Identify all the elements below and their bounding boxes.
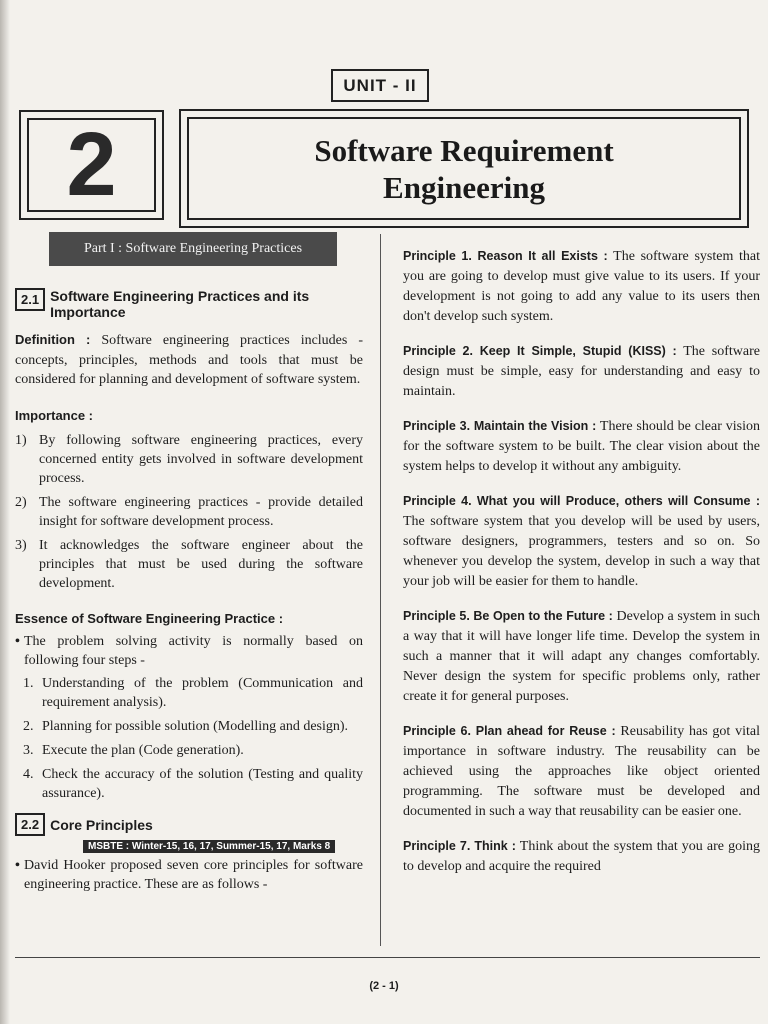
footer-rule — [15, 957, 760, 958]
section-number: 2.1 — [15, 288, 45, 311]
section-heading-2-1 — [15, 288, 363, 320]
list-item: 3) It acknowledges the software engineer about the principles that must be used during the software development. — [15, 537, 363, 591]
essence-steps — [23, 674, 363, 803]
section-title: Core Principles — [50, 816, 153, 833]
principle-paragraph: Principle 3. Maintain the Vision : There should be clear vision for the software system to be built. The clear vision about the system helps to develop it without any ambiguity. — [403, 419, 760, 474]
principle-paragraph: Principle 6. Plan ahead for Reuse : Reusability has got vital importance in software industry. The reusability can be achieved using the approaches like object oriented programming. The software must be developed and documented in such a way that reusability can be easier one. — [403, 724, 760, 819]
essence-heading: Essence of Software Engineering Practice : — [15, 610, 284, 626]
list-item: 1. Understanding of the problem (Communication and requirement analysis). — [23, 675, 363, 710]
importance-list — [15, 431, 363, 593]
definition-paragraph — [15, 330, 363, 390]
column-divider — [380, 234, 381, 946]
definition-label: Definition : — [15, 332, 91, 347]
left-column — [15, 232, 363, 894]
bullet-dot-icon: • — [15, 633, 20, 649]
principle-paragraph: Principle 5. Be Open to the Future : Develop a system in such a way that it will have longer life time. Develop the system in such a manner that it will adapt any changes comfortably. Never design the system for specific problems only, rather create it for general purposes. — [403, 609, 760, 704]
list-item: 3. Execute the plan (Code generation). — [23, 742, 244, 758]
list-item: 4. Check the accuracy of the solution (Testing and quality assurance). — [23, 766, 363, 801]
chapter-title-line-1: Software Requirement — [314, 132, 614, 168]
principle-paragraph: Principle 4. What you will Produce, others will Consume : The software system that you develop will be used by users, software designers, programmers, testers and so on. So whenever you develop the system, develop in such a way that your job will be easier for them to handle. — [403, 494, 760, 589]
principle-paragraph: Principle 7. Think : Think about the system that you are going to develop and acquire the required — [403, 839, 760, 874]
page-edge-shadow — [0, 0, 10, 1024]
right-column — [403, 232, 760, 887]
chapter-title-line-2: Engineering — [383, 169, 545, 205]
chapter-number: 2 — [66, 115, 117, 215]
core-principles-bullet: • David Hooker proposed seven core principles for software engineering practice. These are as follows - — [15, 857, 363, 892]
part-banner: Part I : Software Engineering Practices — [49, 232, 337, 266]
importance-heading: Importance : — [15, 407, 94, 423]
principle-paragraph: Principle 1. Reason It all Exists : The software system that you are going to develop must give value to its users. If your development is not going to add any value to its users then don't develop such system. — [403, 249, 760, 324]
list-item: 2. Planning for possible solution (Modelling and design). — [23, 718, 349, 734]
page-number: (2 - 1) — [369, 980, 399, 992]
section-number: 2.2 — [15, 813, 45, 836]
section-title: Software Engineering Practices and its Importance — [50, 288, 310, 320]
msbte-exam-tag: MSBTE : Winter-15, 16, 17, Summer-15, 17, Marks 8 — [83, 840, 335, 853]
chapter-number-box — [19, 110, 164, 220]
essence-bullet: • The problem solving activity is normally based on following four steps - — [15, 633, 363, 668]
unit-label: UNIT - II — [331, 69, 429, 102]
list-item: 1) By following software engineering practices, every concerned entity gets involved in software development process. — [15, 432, 363, 486]
principle-paragraph: Principle 2. Keep It Simple, Stupid (KISS) : The software design must be simple, easy for understanding and easy to maintain. — [403, 344, 760, 399]
list-item: 2) The software engineering practices - provide detailed insight for software development process. — [15, 494, 363, 529]
definition-text: Software engineering practices includes - concepts, principles, methods and tools that must be considered for planning and development of software system. — [15, 333, 363, 387]
section-heading-2-2 — [15, 813, 363, 836]
chapter-title-box — [179, 109, 749, 228]
bullet-dot-icon: • — [15, 857, 20, 873]
